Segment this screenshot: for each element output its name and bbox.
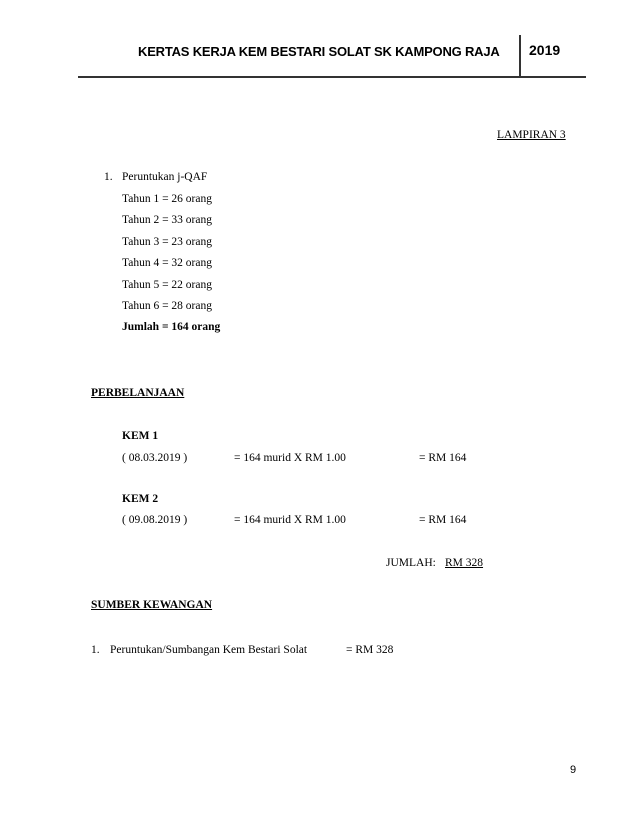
peruntukan-total: Jumlah = 164 orang bbox=[122, 321, 221, 333]
kem-calculation: = 164 murid X RM 1.00 bbox=[234, 514, 346, 526]
tahun-line: Tahun 5 = 22 orang bbox=[122, 279, 212, 291]
tahun-line: Tahun 3 = 23 orang bbox=[122, 236, 212, 248]
document-header-title: KERTAS KERJA KEM BESTARI SOLAT SK KAMPONG RAJA bbox=[138, 44, 500, 59]
sumber-heading: SUMBER KEWANGAN bbox=[91, 599, 213, 611]
sumber-number: 1. bbox=[91, 644, 100, 656]
sumber-amount: = RM 328 bbox=[346, 644, 394, 656]
header-divider-horizontal bbox=[78, 76, 586, 78]
tahun-line: Tahun 6 = 28 orang bbox=[122, 300, 212, 312]
jumlah-label: JUMLAH: bbox=[386, 557, 436, 569]
peruntukan-title: Peruntukan j-QAF bbox=[122, 171, 208, 183]
kem-title: KEM 1 bbox=[122, 430, 159, 442]
kem-amount: = RM 164 bbox=[419, 514, 467, 526]
header-divider-vertical bbox=[519, 35, 521, 77]
kem-title: KEM 2 bbox=[122, 493, 159, 505]
kem-date: ( 09.08.2019 ) bbox=[122, 514, 188, 526]
jumlah-value: RM 328 bbox=[445, 557, 484, 569]
perbelanjaan-heading: PERBELANJAAN bbox=[91, 387, 185, 399]
page-number: 9 bbox=[570, 764, 577, 776]
tahun-line: Tahun 1 = 26 orang bbox=[122, 193, 212, 205]
kem-amount: = RM 164 bbox=[419, 452, 467, 464]
document-header-year: 2019 bbox=[529, 42, 561, 58]
tahun-line: Tahun 2 = 33 orang bbox=[122, 214, 212, 226]
kem-date: ( 08.03.2019 ) bbox=[122, 452, 188, 464]
sumber-item: Peruntukan/Sumbangan Kem Bestari Solat bbox=[110, 644, 308, 656]
lampiran-label: LAMPIRAN 3 bbox=[497, 129, 566, 141]
tahun-line: Tahun 4 = 32 orang bbox=[122, 257, 212, 269]
kem-calculation: = 164 murid X RM 1.00 bbox=[234, 452, 346, 464]
peruntukan-number: 1. bbox=[104, 171, 113, 183]
